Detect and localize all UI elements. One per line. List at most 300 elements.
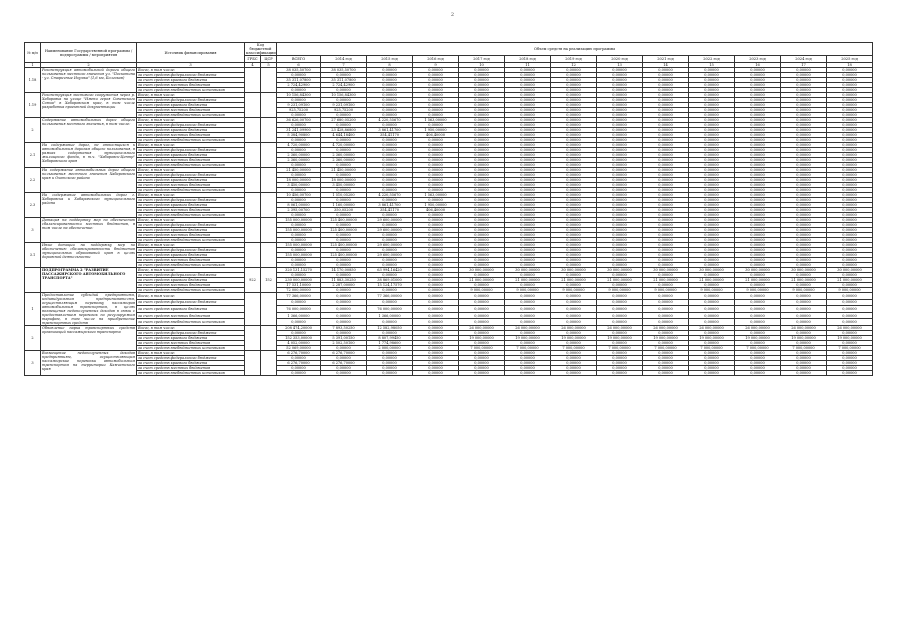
year-value: 6 276,70000 bbox=[321, 351, 367, 356]
year-value: 0,00000 bbox=[643, 143, 689, 148]
year-value: 350,05200 bbox=[321, 208, 367, 213]
grbs-code bbox=[245, 351, 261, 376]
year-value: 21 450,00000 bbox=[321, 168, 367, 173]
year-value: 0,00000 bbox=[643, 213, 689, 218]
total-value: 8 061,00000 bbox=[277, 203, 321, 208]
year-value: 0,00000 bbox=[827, 319, 873, 326]
year-value: 0,00000 bbox=[413, 183, 459, 188]
year-value: 0,00000 bbox=[321, 319, 367, 326]
column-number: 12 bbox=[551, 63, 597, 68]
total-value: 0,00000 bbox=[277, 73, 321, 78]
year-value: 0,00000 bbox=[597, 98, 643, 103]
year-value: 0,00000 bbox=[597, 248, 643, 253]
year-value: 1 563,00000 bbox=[413, 193, 459, 198]
year-value: 0,00000 bbox=[505, 98, 551, 103]
year-value: 0,00000 bbox=[505, 233, 551, 238]
year-value: 0,00000 bbox=[643, 218, 689, 223]
year-value: 30 000,00000 bbox=[597, 268, 643, 273]
total-value: 77 366,00000 bbox=[277, 293, 321, 300]
year-value: 19 000,00000 bbox=[781, 336, 827, 341]
year-value: 0,00000 bbox=[735, 88, 781, 93]
year-value: 0,00000 bbox=[459, 283, 505, 288]
header-year: 2014 год bbox=[321, 56, 367, 63]
year-value: 0,00000 bbox=[781, 133, 827, 138]
funding-source: за счет средств федерального бюджета bbox=[137, 123, 245, 128]
year-value: 21 000,00000 bbox=[551, 278, 597, 283]
funding-source: за счет средств местных бюджетов bbox=[137, 158, 245, 163]
year-value: 0,00000 bbox=[413, 98, 459, 103]
year-value: 0,00000 bbox=[597, 218, 643, 223]
table-row bbox=[25, 293, 873, 300]
funding-source: за счет средств внебюджетных источников bbox=[137, 188, 245, 193]
year-value: 0,00000 bbox=[735, 158, 781, 163]
year-value: 0,00000 bbox=[689, 118, 735, 123]
year-value: 0,00000 bbox=[505, 248, 551, 253]
total-value: 0,00000 bbox=[277, 258, 321, 263]
year-value: 0,00000 bbox=[459, 203, 505, 208]
year-value: 0,00000 bbox=[459, 208, 505, 213]
year-value: 0,00000 bbox=[827, 128, 873, 133]
year-value: 0,00000 bbox=[735, 238, 781, 243]
year-value: 0,00000 bbox=[367, 138, 413, 143]
year-value: 0,00000 bbox=[643, 208, 689, 213]
header-year: 2023 год bbox=[735, 56, 781, 63]
year-value: 0,00000 bbox=[781, 228, 827, 233]
year-value: 0,00000 bbox=[689, 158, 735, 163]
year-value: 0,00000 bbox=[413, 213, 459, 218]
year-value: 0,00000 bbox=[551, 213, 597, 218]
year-value: 0,00000 bbox=[551, 319, 597, 326]
year-value: 0,00000 bbox=[827, 306, 873, 313]
year-value: 0,00000 bbox=[735, 103, 781, 108]
total-value: 0,00000 bbox=[277, 248, 321, 253]
year-value: 0,00000 bbox=[827, 263, 873, 268]
year-value: 30 000,00000 bbox=[505, 268, 551, 273]
year-value: 0,00000 bbox=[689, 68, 735, 73]
year-value: 9 231,09100 bbox=[321, 103, 367, 108]
year-value: 0,00000 bbox=[321, 173, 367, 178]
year-value: 3 861,41700 bbox=[367, 128, 413, 133]
year-value: 0,00000 bbox=[735, 83, 781, 88]
year-value: 0,00000 bbox=[505, 173, 551, 178]
year-value: 0,00000 bbox=[551, 263, 597, 268]
table-row bbox=[25, 306, 873, 313]
year-value: 0,00000 bbox=[551, 351, 597, 356]
year-value: 0,00000 bbox=[597, 273, 643, 278]
year-value: 0,00000 bbox=[827, 218, 873, 223]
year-value: 0,00000 bbox=[827, 331, 873, 336]
year-value: 0,00000 bbox=[413, 108, 459, 113]
year-value: 0,00000 bbox=[459, 138, 505, 143]
funding-source: за счет средств краевого бюджета bbox=[137, 203, 245, 208]
year-value: 0,00000 bbox=[505, 83, 551, 88]
year-value: 0,00000 bbox=[459, 143, 505, 148]
year-value: 0,00000 bbox=[459, 366, 505, 371]
table-body bbox=[25, 68, 873, 376]
year-value: 0,00000 bbox=[505, 118, 551, 123]
year-value: 0,00000 bbox=[597, 228, 643, 233]
year-value: 0,00000 bbox=[551, 193, 597, 198]
year-value: 0,00000 bbox=[459, 248, 505, 253]
year-value: 0,00000 bbox=[781, 153, 827, 158]
year-value: 0,00000 bbox=[597, 83, 643, 88]
year-value: 0,00000 bbox=[689, 263, 735, 268]
year-value: 19 000,00000 bbox=[505, 336, 551, 341]
year-value: 9 000,00000 bbox=[689, 288, 735, 293]
year-value: 0,00000 bbox=[781, 128, 827, 133]
year-value: 0,00000 bbox=[827, 103, 873, 108]
year-value: 0,00000 bbox=[689, 103, 735, 108]
year-value: 0,00000 bbox=[597, 312, 643, 319]
year-value: 0,00000 bbox=[781, 299, 827, 306]
year-value: 0,00000 bbox=[781, 248, 827, 253]
year-value: 0,00000 bbox=[643, 253, 689, 258]
total-value: 155 000,00000 bbox=[277, 243, 321, 248]
year-value: 0,00000 bbox=[689, 123, 735, 128]
year-value: 0,00000 bbox=[551, 238, 597, 243]
csr-code bbox=[261, 118, 277, 143]
year-value: 0,00000 bbox=[781, 203, 827, 208]
funding-source: за счет средств внебюджетных источников bbox=[137, 371, 245, 376]
year-value: 1 774,98600 bbox=[367, 341, 413, 346]
total-value: 31 241,09900 bbox=[277, 128, 321, 133]
year-value: 35 311,07800 bbox=[321, 78, 367, 83]
column-number: 15 bbox=[689, 63, 735, 68]
year-value: 0,00000 bbox=[551, 203, 597, 208]
year-value: 1 563,00000 bbox=[413, 118, 459, 123]
year-value: 0,00000 bbox=[459, 243, 505, 248]
total-value: 0,00000 bbox=[277, 223, 321, 228]
year-value: 0,00000 bbox=[597, 366, 643, 371]
year-value: 0,00000 bbox=[827, 73, 873, 78]
year-value: 0,00000 bbox=[321, 88, 367, 93]
year-value: 0,00000 bbox=[597, 148, 643, 153]
year-value: 0,00000 bbox=[597, 319, 643, 326]
year-value: 0,00000 bbox=[551, 283, 597, 288]
total-value: 9 231,09100 bbox=[277, 103, 321, 108]
year-value: 0,00000 bbox=[689, 243, 735, 248]
year-value: 21 000,00000 bbox=[459, 278, 505, 283]
year-value: 0,00000 bbox=[505, 193, 551, 198]
year-value: 0,00000 bbox=[551, 143, 597, 148]
year-value: 5 391,00150 bbox=[321, 336, 367, 341]
year-value: 0,00000 bbox=[505, 253, 551, 258]
year-value: 0,00000 bbox=[505, 293, 551, 300]
year-value: 0,00000 bbox=[597, 331, 643, 336]
year-value: 0,00000 bbox=[459, 312, 505, 319]
year-value: 0,00000 bbox=[643, 233, 689, 238]
year-value: 26 000,00000 bbox=[643, 326, 689, 331]
year-value: 0,00000 bbox=[827, 341, 873, 346]
year-value: 406,40000 bbox=[413, 133, 459, 138]
year-value: 0,00000 bbox=[597, 283, 643, 288]
funding-source: за счет средств внебюджетных источников bbox=[137, 319, 245, 326]
year-value: 0,00000 bbox=[689, 98, 735, 103]
year-value: 0,00000 bbox=[827, 293, 873, 300]
header-year: 2019 год bbox=[551, 56, 597, 63]
year-value: 0,00000 bbox=[689, 208, 735, 213]
table-row bbox=[25, 371, 873, 376]
year-value: 0,00000 bbox=[689, 312, 735, 319]
year-value: 0,00000 bbox=[827, 133, 873, 138]
year-value: 0,00000 bbox=[413, 238, 459, 243]
year-value: 9 000,00000 bbox=[643, 288, 689, 293]
year-value: 0,00000 bbox=[551, 108, 597, 113]
total-value: 0,00000 bbox=[277, 233, 321, 238]
year-value: 0,00000 bbox=[827, 371, 873, 376]
year-value: 9 000,00000 bbox=[597, 288, 643, 293]
year-value: 0,00000 bbox=[781, 243, 827, 248]
table-header bbox=[25, 43, 873, 68]
year-value: 0,00000 bbox=[689, 299, 735, 306]
csr-code bbox=[261, 218, 277, 243]
year-value: 0,00000 bbox=[689, 178, 735, 183]
year-value: 0,00000 bbox=[367, 233, 413, 238]
year-value: 0,00000 bbox=[735, 78, 781, 83]
year-value: 21 000,00000 bbox=[597, 278, 643, 283]
year-value: 0,00000 bbox=[597, 73, 643, 78]
funding-source: за счет средств местных бюджетов bbox=[137, 283, 245, 288]
total-value: 52 069,00000 bbox=[277, 346, 321, 351]
year-value: 0,00000 bbox=[367, 168, 413, 173]
year-value: 7 000,00000 bbox=[735, 346, 781, 351]
year-value: 0,00000 bbox=[827, 351, 873, 356]
year-value: 0,00000 bbox=[735, 73, 781, 78]
year-value: 0,00000 bbox=[597, 118, 643, 123]
year-value: 0,00000 bbox=[597, 68, 643, 73]
year-value: 26 000,00000 bbox=[735, 326, 781, 331]
year-value: 0,00000 bbox=[781, 312, 827, 319]
year-value: 0,00000 bbox=[643, 113, 689, 118]
year-value: 0,00000 bbox=[643, 228, 689, 233]
year-value: 0,00000 bbox=[459, 83, 505, 88]
year-value: 0,00000 bbox=[459, 68, 505, 73]
funding-source: Всего, в том числе: bbox=[137, 118, 245, 123]
year-value: 0,00000 bbox=[827, 356, 873, 361]
year-value: 0,00000 bbox=[551, 78, 597, 83]
page-number: 2 bbox=[450, 12, 455, 18]
total-value: 0,00000 bbox=[277, 299, 321, 306]
total-value: 72 000,00000 bbox=[277, 288, 321, 293]
year-value: 0,00000 bbox=[781, 293, 827, 300]
year-value: 6 276,70000 bbox=[321, 361, 367, 366]
year-value: 0,00000 bbox=[735, 183, 781, 188]
year-value: 0,00000 bbox=[459, 73, 505, 78]
year-value: 0,00000 bbox=[597, 341, 643, 346]
year-value: 0,00000 bbox=[827, 361, 873, 366]
year-value: 63 994,16420 bbox=[367, 268, 413, 273]
year-value: 0,00000 bbox=[689, 331, 735, 336]
year-value: 0,00000 bbox=[643, 283, 689, 288]
year-value: 0,00000 bbox=[643, 203, 689, 208]
year-value: 0,00000 bbox=[413, 173, 459, 178]
year-value: 0,00000 bbox=[735, 153, 781, 158]
year-value: 0,00000 bbox=[735, 118, 781, 123]
header-total: ВСЕГО bbox=[277, 56, 321, 63]
year-value: 0,00000 bbox=[735, 138, 781, 143]
year-value: 0,00000 bbox=[643, 93, 689, 98]
total-value: 0,00000 bbox=[277, 88, 321, 93]
year-value: 0,00000 bbox=[413, 233, 459, 238]
year-value: 0,00000 bbox=[459, 218, 505, 223]
year-value: 0,00000 bbox=[827, 143, 873, 148]
funding-source: за счет средств федерального бюджета bbox=[137, 223, 245, 228]
funding-source: за счет средств федерального бюджета bbox=[137, 248, 245, 253]
year-value: 4 220,55670 bbox=[367, 193, 413, 198]
total-value: 925,75200 bbox=[277, 108, 321, 113]
year-value: 30 000,00000 bbox=[689, 268, 735, 273]
year-value: 0,00000 bbox=[551, 273, 597, 278]
total-value: 4 720,00000 bbox=[277, 143, 321, 148]
funding-source: Всего, в том числе: bbox=[137, 293, 245, 300]
year-value: 0,00000 bbox=[413, 178, 459, 183]
year-value: 0,00000 bbox=[459, 158, 505, 163]
year-value: 0,00000 bbox=[413, 366, 459, 371]
year-value: 0,00000 bbox=[597, 123, 643, 128]
funding-source: Всего, в том числе: bbox=[137, 351, 245, 356]
year-value: 0,00000 bbox=[505, 223, 551, 228]
total-value: 0,00000 bbox=[277, 123, 321, 128]
year-value: 0,00000 bbox=[827, 312, 873, 319]
year-value: 0,00000 bbox=[827, 203, 873, 208]
year-value: 0,00000 bbox=[643, 98, 689, 103]
year-value: 0,00000 bbox=[321, 312, 367, 319]
year-value: 0,00000 bbox=[505, 148, 551, 153]
year-value: 0,00000 bbox=[413, 148, 459, 153]
csr-code: 152 bbox=[261, 268, 277, 293]
item-number: 3 bbox=[25, 351, 41, 376]
year-value: 0,00000 bbox=[597, 356, 643, 361]
total-value: 2 360,00000 bbox=[277, 153, 321, 158]
funding-source: Всего, в том числе: bbox=[137, 268, 245, 273]
header-csr: ЦСР bbox=[261, 56, 277, 63]
funding-source: за счет средств внебюджетных источников bbox=[137, 263, 245, 268]
header-name: Наименование Государственной программы / подпрограммы / мероприятия bbox=[41, 43, 137, 63]
year-value: 0,00000 bbox=[367, 158, 413, 163]
funding-source: Всего, в том числе: bbox=[137, 193, 245, 198]
year-value: 0,00000 bbox=[781, 113, 827, 118]
year-value: 0,00000 bbox=[367, 163, 413, 168]
total-value: 5 384,90800 bbox=[277, 133, 321, 138]
year-value: 0,00000 bbox=[781, 319, 827, 326]
year-value: 0,00000 bbox=[689, 143, 735, 148]
year-value: 0,00000 bbox=[551, 158, 597, 163]
year-value: 0,00000 bbox=[597, 153, 643, 158]
year-value: 0,00000 bbox=[459, 78, 505, 83]
year-value: 0,00000 bbox=[413, 88, 459, 93]
year-value: 0,00000 bbox=[413, 306, 459, 313]
year-value: 0,00000 bbox=[735, 143, 781, 148]
header-year: 2016 год bbox=[413, 56, 459, 63]
year-value: 29 600,00000 bbox=[367, 228, 413, 233]
funding-source: за счет средств местных бюджетов bbox=[137, 233, 245, 238]
year-value: 0,00000 bbox=[597, 208, 643, 213]
year-value: 0,00000 bbox=[735, 188, 781, 193]
funding-source: за счет средств краевого бюджета bbox=[137, 103, 245, 108]
year-value: 0,00000 bbox=[735, 319, 781, 326]
year-value: 0,00000 bbox=[413, 268, 459, 273]
year-value: 0,00000 bbox=[781, 78, 827, 83]
year-value: 0,00000 bbox=[781, 223, 827, 228]
year-value: 0,00000 bbox=[321, 223, 367, 228]
header-source: Источник финансирования bbox=[137, 43, 245, 63]
grbs-code bbox=[245, 218, 261, 243]
year-value: 0,00000 bbox=[551, 128, 597, 133]
column-number: 7 bbox=[321, 63, 367, 68]
year-value: 0,00000 bbox=[643, 258, 689, 263]
year-value: 0,00000 bbox=[781, 273, 827, 278]
year-value: 0,00000 bbox=[643, 163, 689, 168]
funding-source: за счет средств федерального бюджета bbox=[137, 148, 245, 153]
year-value: 0,00000 bbox=[781, 143, 827, 148]
year-value: 0,00000 bbox=[643, 188, 689, 193]
year-value: 0,00000 bbox=[735, 128, 781, 133]
year-value: 2 287,00000 bbox=[321, 283, 367, 288]
year-value: 0,00000 bbox=[321, 299, 367, 306]
year-value: 0,00000 bbox=[551, 73, 597, 78]
year-value: 0,00000 bbox=[689, 306, 735, 313]
year-value: 2 000,00000 bbox=[367, 346, 413, 351]
total-value: 1 366,00000 bbox=[277, 312, 321, 319]
year-value: 0,00000 bbox=[643, 293, 689, 300]
year-value: 0,00000 bbox=[781, 118, 827, 123]
year-value: 0,00000 bbox=[735, 113, 781, 118]
year-value: 0,00000 bbox=[689, 228, 735, 233]
total-value: 0,00000 bbox=[277, 213, 321, 218]
year-value: 0,00000 bbox=[505, 188, 551, 193]
year-value: 0,00000 bbox=[413, 356, 459, 361]
year-value: 21 000,00000 bbox=[643, 278, 689, 283]
year-value: 0,00000 bbox=[505, 203, 551, 208]
year-value: 0,00000 bbox=[505, 108, 551, 113]
year-value: 0,00000 bbox=[505, 273, 551, 278]
year-value: 7 000,00000 bbox=[505, 346, 551, 351]
year-value: 0,00000 bbox=[827, 299, 873, 306]
year-value: 0,00000 bbox=[827, 88, 873, 93]
total-value: 0,00000 bbox=[277, 173, 321, 178]
year-value: 0,00000 bbox=[643, 371, 689, 376]
year-value: 0,00000 bbox=[551, 123, 597, 128]
year-value: 7 000,00000 bbox=[827, 346, 873, 351]
funding-source: за счет средств внебюджетных источников bbox=[137, 163, 245, 168]
year-value: 0,00000 bbox=[643, 158, 689, 163]
year-value: 0,00000 bbox=[321, 148, 367, 153]
column-number: 18 bbox=[827, 63, 873, 68]
funding-source: за счет средств федерального бюджета bbox=[137, 299, 245, 306]
item-name: Предоставление субсидий предприятиям, индивидуальным предпринимателям, осуществляющим перевозку пассажиров автомобильным транспортом, в целях возмещения недополученных доходов в связи с предоставлением перевозок по регулируемым тарифам, в том числе на приобретение транспортных средств bbox=[42, 293, 135, 325]
total-value: 2 360,00000 bbox=[277, 158, 321, 163]
year-value: 0,00000 bbox=[827, 163, 873, 168]
year-value: 0,00000 bbox=[321, 73, 367, 78]
year-value: 0,00000 bbox=[735, 228, 781, 233]
year-value: 0,00000 bbox=[597, 198, 643, 203]
year-value: 0,00000 bbox=[735, 263, 781, 268]
year-value: 0,00000 bbox=[505, 178, 551, 183]
total-value: 152 353,00000 bbox=[277, 336, 321, 341]
year-value: 0,00000 bbox=[505, 263, 551, 268]
year-value: 0,00000 bbox=[643, 153, 689, 158]
year-value: 30 000,00000 bbox=[781, 268, 827, 273]
year-value: 0,00000 bbox=[827, 93, 873, 98]
year-value: 0,00000 bbox=[735, 108, 781, 113]
year-value: 0,00000 bbox=[781, 351, 827, 356]
year-value: 0,00000 bbox=[321, 366, 367, 371]
funding-source: Всего, в том числе: bbox=[137, 93, 245, 98]
year-value: 0,00000 bbox=[321, 306, 367, 313]
year-value: 30 000,00000 bbox=[735, 268, 781, 273]
year-value: 0,00000 bbox=[689, 83, 735, 88]
year-value: 0,00000 bbox=[413, 319, 459, 326]
